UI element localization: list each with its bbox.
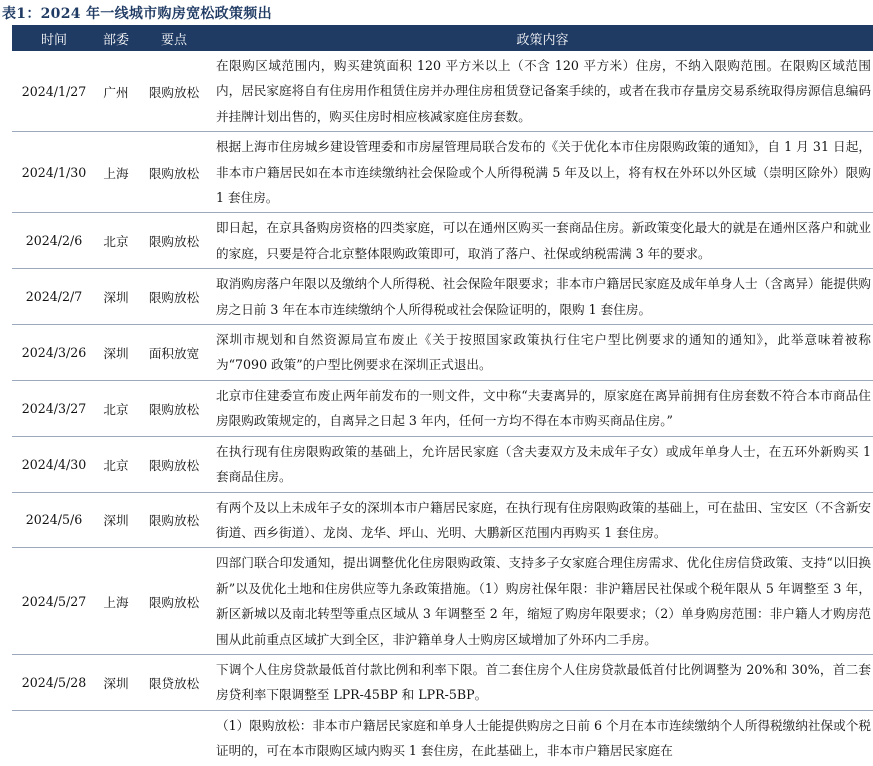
header-time: 时间	[12, 25, 96, 51]
cell-content: 北京市住建委宣布废止两年前发布的一则文件，文中称“夫妻离异的，原家庭在离异前拥有住房套数不符合本市商品住房限购政策规定的，自离异之日起 3 年内，任何一方均不得在本市购买商品住房。”	[212, 380, 873, 436]
cell-content: 深圳市规划和自然资源局宣布废止《关于按照国家政策执行住宅户型比例要求的通知的通知》，此举意味着被称为“7090 政策”的户型比例要求在深圳正式退出。	[212, 325, 873, 381]
cell-date: 2024/5/27	[12, 548, 96, 655]
cell-content: 在执行现有住房限购政策的基础上，允许居民家庭（含夫妻双方及未成年子女）或成年单身人士，在五环外新购买 1 套商品住房。	[212, 436, 873, 492]
cell-date: 2024/2/7	[12, 269, 96, 325]
cell-date: 2024/5/6	[12, 492, 96, 548]
header-dept: 部委	[96, 25, 136, 51]
cell-city: 北京	[96, 213, 136, 269]
cell-date: 2024/1/30	[12, 132, 96, 213]
cell-type: 限购放松	[136, 269, 212, 325]
cell-date: 2024/4/30	[12, 436, 96, 492]
cell-content: 下调个人住房贷款最低首付款比例和利率下限。首二套住房个人住房贷款最低首付比例调整为 20%和 30%，首二套房贷利率下限调整至 LPR-45BP 和 LPR-5BP。	[212, 654, 873, 710]
cell-city: 深圳	[96, 654, 136, 710]
cell-content: （1）限购放松：非本市户籍居民家庭和单身人士能提供购房之日前 6 个月在本市连续缴纳个人所得税缴纳社保或个税证明的，可在本市限购区域内购买 1 套住房，在此基础上，非本市户籍居民家庭在	[216, 717, 871, 759]
cell-type: 限购放松	[136, 51, 212, 132]
policy-table	[12, 25, 873, 766]
table-row	[12, 325, 873, 381]
cell-type: 限购放松	[136, 492, 212, 548]
cell-content: 四部门联合印发通知，提出调整优化住房限购政策、支持多子女家庭合理住房需求、优化住房信贷政策、支持“以旧换新”以及优化土地和住房供应等九条政策措施。（1）购房社保年限：非沪籍居民社保或个税年限从 5 年调整至 3 年，新区新城以及南北转型等重点区域从 3 年调整至 2 年，缩短了购房年限要求；（2）单身购房范围：非户籍人才购房范围从此前重点区域扩大到全区，非沪籍单身人士购房区域增加了外环内二手房。	[212, 548, 873, 655]
cell-type: 限购放松	[136, 436, 212, 492]
cell-type: 限购放松	[136, 380, 212, 436]
cell-type: 限购放松	[136, 132, 212, 213]
cell-date: 2024/1/27	[12, 51, 96, 132]
table-row	[12, 710, 873, 765]
cell-city: 广州	[96, 51, 136, 132]
cell-city: 深圳	[96, 325, 136, 381]
cell-content: 即日起，在京具备购房资格的四类家庭，可以在通州区购买一套商品住房。新政策变化最大的就是在通州区落户和就业的家庭，只要是符合北京整体限购政策即可，取消了落户、社保或纳税需满 3 年的要求。	[212, 213, 873, 269]
cell-date	[12, 710, 96, 765]
table-row	[12, 654, 873, 710]
cell-city: 深圳	[96, 269, 136, 325]
cell-type	[136, 710, 212, 765]
table-row	[12, 492, 873, 548]
cell-content: 有两个及以上未成年子女的深圳本市户籍居民家庭，在执行现有住房限购政策的基础上，可在盐田、宝安区（不含新安街道、西乡街道）、龙岗、龙华、坪山、光明、大鹏新区范围内再购买 1 套住房。	[212, 492, 873, 548]
cell-date: 2024/5/28	[12, 654, 96, 710]
cell-type: 限购放松	[136, 213, 212, 269]
table-row	[12, 436, 873, 492]
table-row	[12, 213, 873, 269]
cell-type: 限贷放松	[136, 654, 212, 710]
header-content: 政策内容	[212, 25, 873, 51]
header-key: 要点	[136, 25, 212, 51]
table-title: 表1：2024 年一线城市购房宽松政策频出	[2, 6, 272, 22]
cell-type: 限购放松	[136, 548, 212, 655]
table-row	[12, 380, 873, 436]
cell-date: 2024/3/26	[12, 325, 96, 381]
cell-type: 面积放宽	[136, 325, 212, 381]
cell-date: 2024/3/27	[12, 380, 96, 436]
table-row	[12, 132, 873, 213]
cell-city: 北京	[96, 380, 136, 436]
cell-date: 2024/2/6	[12, 213, 96, 269]
cell-city: 北京	[96, 436, 136, 492]
cell-content: 取消购房落户年限以及缴纳个人所得税、社会保险年限要求；非本市户籍居民家庭及成年单身人士（含离异）能提供购房之日前 3 年在本市连续缴纳个人所得税或社会保险证明的，限购 1 套住房。	[212, 269, 873, 325]
cell-city	[96, 710, 136, 765]
table-header-row	[12, 25, 873, 51]
cell-city: 上海	[96, 132, 136, 213]
table-row	[12, 51, 873, 132]
table-row	[12, 269, 873, 325]
cell-content: 在限购区域范围内，购买建筑面积 120 平方米以上（不含 120 平方米）住房，不纳入限购范围。在限购区域范围内，居民家庭将自有住房用作租赁住房并办理住房租赁登记备案手续的，或者在我市存量房交易系统取得房源信息编码并挂牌计划出售的，购买住房时相应核减家庭住房套数。	[212, 51, 873, 132]
cell-city: 深圳	[96, 492, 136, 548]
cell-city: 上海	[96, 548, 136, 655]
cell-content: 根据上海市住房城乡建设管理委和市房屋管理局联合发布的《关于优化本市住房限购政策的通知》，自 1 月 31 日起，非本市户籍居民如在本市连续缴纳社会保险或个人所得税满 5 年及以上，将有权在外环以外区域（崇明区除外）限购 1 套住房。	[212, 132, 873, 213]
table-row	[12, 548, 873, 655]
